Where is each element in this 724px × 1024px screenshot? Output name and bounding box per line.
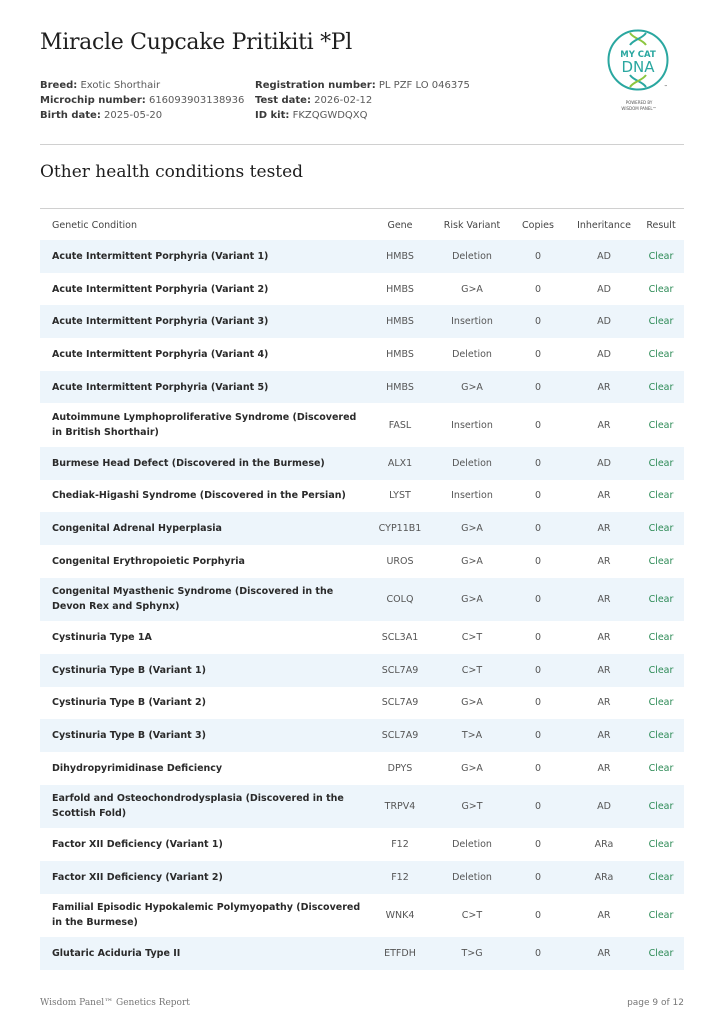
result-cell: Clear [648,523,674,535]
copies-cell: 0 [534,381,542,393]
condition-cell: Autoimmune Lymphoproliferative Syndrome (Discovered in British Shorthair) [52,412,357,439]
risk-variant-cell: Insertion [451,419,493,431]
footer-report-name: Wisdom Panel™ Genetics Report [40,998,190,1008]
risk-variant-cell: Insertion [451,490,493,502]
my-cat-dna-logo [604,28,674,112]
table-row [40,937,684,970]
gene-cell: ALX1 [387,457,413,469]
table-row [40,719,684,752]
risk-variant-cell: G>A [461,283,483,295]
table-row [40,578,684,622]
risk-variant-cell: Deletion [452,348,492,360]
health-conditions-table [40,210,684,970]
header-inheritance: Inheritance [577,219,631,231]
table-row [40,752,684,785]
id-kit-value: FKZQGWDQXQ [292,110,368,121]
inheritance-cell: AR [597,593,611,605]
inheritance-cell: AR [597,909,611,921]
condition-cell: Acute Intermittent Porphyria (Variant 1) [52,250,269,262]
condition-cell: Burmese Head Defect (Discovered in the Burmese) [52,457,325,469]
registration-label: Registration number: [255,80,376,91]
copies-cell: 0 [534,838,542,850]
copies-cell: 0 [534,348,542,360]
condition-cell: Acute Intermittent Porphyria (Variant 4) [52,348,269,360]
inheritance-cell: AR [597,632,611,644]
gene-cell: WNK4 [385,909,415,921]
result-cell: Clear [648,664,674,676]
risk-variant-cell: Insertion [451,316,493,328]
result-cell: Clear [648,632,674,644]
condition-cell: Congenital Erythropoietic Porphyria [52,555,245,567]
risk-variant-cell: G>A [461,762,483,774]
header-copies: Copies [522,219,554,231]
pet-details-left [40,78,244,123]
result-cell: Clear [648,909,674,921]
table-row [40,785,684,829]
condition-cell: Factor XII Deficiency (Variant 2) [52,871,223,883]
risk-variant-cell: G>A [461,555,483,567]
inheritance-cell: AR [597,419,611,431]
copies-cell: 0 [534,593,542,605]
table-row [40,687,684,720]
result-cell: Clear [648,593,674,605]
inheritance-cell: AR [597,523,611,535]
condition-cell: Acute Intermittent Porphyria (Variant 5) [52,381,269,393]
risk-variant-cell: G>A [461,523,483,535]
condition-cell: Congenital Adrenal Hyperplasia [52,523,222,535]
registration-value: PL PZF LO 046375 [378,80,470,91]
condition-cell: Factor XII Deficiency (Variant 1) [52,838,223,850]
copies-cell: 0 [534,762,542,774]
microchip-label: Microchip number: [40,95,146,106]
inheritance-cell: AD [597,800,611,812]
dna-logo-icon [606,28,670,92]
table-row [40,480,684,513]
condition-cell: Acute Intermittent Porphyria (Variant 3) [52,316,269,328]
risk-variant-cell: Deletion [452,250,492,262]
condition-cell: Chediak-Higashi Syndrome (Discovered in the Persian) [52,490,346,502]
table-header-row [40,210,684,240]
copies-cell: 0 [534,947,542,959]
condition-cell: Familial Episodic Hypokalemic Polymyopathy (Discovered in the Burmese) [52,902,361,929]
risk-variant-cell: G>A [461,697,483,709]
inheritance-cell: ARa [594,838,614,850]
table-row [40,403,684,447]
copies-cell: 0 [534,419,542,431]
risk-variant-cell: Deletion [452,457,492,469]
gene-cell: HMBS [386,381,414,393]
table-row [40,621,684,654]
inheritance-cell: AR [597,762,611,774]
table-row [40,371,684,404]
risk-variant-cell: G>T [461,800,483,812]
section-title: Other health conditions tested [40,162,304,182]
microchip-value: 616093903138936 [148,95,245,106]
copies-cell: 0 [534,664,542,676]
table-row [40,305,684,338]
inheritance-cell: AD [597,250,611,262]
gene-cell: HMBS [386,283,414,295]
inheritance-cell: AR [597,730,611,742]
result-cell: Clear [648,555,674,567]
condition-cell: Congenital Myasthenic Syndrome (Discovered in the Devon Rex and Sphynx) [52,586,334,613]
logo-line1: MY CAT [620,50,656,60]
risk-variant-cell: G>A [461,593,483,605]
table-row [40,654,684,687]
birth-date-value: 2025-05-20 [104,110,163,121]
result-cell: Clear [648,730,674,742]
table-row [40,338,684,371]
gene-cell: ETFDH [384,947,416,959]
table-top-divider [40,208,684,209]
gene-cell: UROS [386,555,414,567]
breed-value: Exotic Shorthair [80,80,161,91]
result-cell: Clear [648,419,674,431]
result-cell: Clear [648,697,674,709]
table-row [40,545,684,578]
table-row [40,240,684,273]
table-row [40,894,684,938]
copies-cell: 0 [534,632,542,644]
copies-cell: 0 [534,871,542,883]
risk-variant-cell: T>G [461,947,483,959]
gene-cell: TRPV4 [384,800,416,812]
copies-cell: 0 [534,555,542,567]
copies-cell: 0 [534,909,542,921]
result-cell: Clear [648,800,674,812]
risk-variant-cell: C>T [461,909,483,921]
gene-cell: HMBS [386,316,414,328]
copies-cell: 0 [534,523,542,535]
copies-cell: 0 [534,730,542,742]
gene-cell: SCL7A9 [381,664,419,676]
gene-cell: HMBS [386,348,414,360]
risk-variant-cell: C>T [461,632,483,644]
copies-cell: 0 [534,283,542,295]
inheritance-cell: ARa [594,871,614,883]
header-divider [40,144,684,145]
pet-name: Miracle Cupcake Pritikiti *Pl [40,30,353,55]
condition-cell: Glutaric Aciduria Type II [52,947,181,959]
birth-date-label: Birth date: [40,110,101,121]
condition-cell: Dihydropyrimidinase Deficiency [52,762,223,774]
inheritance-cell: AD [597,316,611,328]
inheritance-cell: AR [597,947,611,959]
wisdom-panel-brand: WISDOM PANEL™ [621,106,657,111]
pet-details-right [255,78,470,123]
gene-cell: SCL3A1 [381,632,419,644]
logo-line2: DNA [621,58,655,76]
gene-cell: F12 [391,871,409,883]
copies-cell: 0 [534,800,542,812]
copies-cell: 0 [534,457,542,469]
copies-cell: 0 [534,316,542,328]
header-genetic-condition: Genetic Condition [52,219,138,231]
gene-cell: LYST [389,490,411,502]
table-row [40,828,684,861]
table-row [40,273,684,306]
table-row [40,447,684,480]
header-risk-variant: Risk Variant [443,219,501,231]
gene-cell: F12 [391,838,409,850]
risk-variant-cell: G>A [461,381,483,393]
inheritance-cell: AR [597,697,611,709]
inheritance-cell: AD [597,457,611,469]
condition-cell: Cystinuria Type B (Variant 2) [52,697,206,709]
result-cell: Clear [648,490,674,502]
gene-cell: SCL7A9 [381,697,419,709]
copies-cell: 0 [534,697,542,709]
powered-by [604,100,674,112]
inheritance-cell: AR [597,555,611,567]
powered-by-text: POWERED BY [625,100,653,105]
gene-cell: COLQ [386,593,414,605]
id-kit-label: ID kit: [255,110,290,121]
risk-variant-cell: Deletion [452,871,492,883]
inheritance-cell: AD [597,348,611,360]
inheritance-cell: AR [597,381,611,393]
condition-cell: Cystinuria Type 1A [52,632,152,644]
inheritance-cell: AR [597,664,611,676]
result-cell: Clear [648,283,674,295]
table-row [40,861,684,894]
condition-cell: Acute Intermittent Porphyria (Variant 2) [52,283,269,295]
inheritance-cell: AD [597,283,611,295]
result-cell: Clear [648,381,674,393]
result-cell: Clear [648,838,674,850]
test-date-label: Test date: [255,95,311,106]
risk-variant-cell: C>T [461,664,483,676]
result-cell: Clear [648,947,674,959]
result-cell: Clear [648,871,674,883]
inheritance-cell: AR [597,490,611,502]
risk-variant-cell: Deletion [452,838,492,850]
condition-cell: Cystinuria Type B (Variant 1) [52,664,206,676]
result-cell: Clear [648,762,674,774]
gene-cell: CYP11B1 [378,523,422,535]
gene-cell: DPYS [387,762,413,774]
gene-cell: FASL [388,419,412,431]
footer-page-number: page 9 of 12 [627,998,684,1008]
header-gene: Gene [387,219,413,231]
result-cell: Clear [648,250,674,262]
header-result: Result [646,219,676,231]
risk-variant-cell: T>A [461,730,483,742]
breed-label: Breed: [40,80,78,91]
test-date-value: 2026-02-12 [314,95,373,106]
logo-tm: ™ [664,84,668,89]
condition-cell: Cystinuria Type B (Variant 3) [52,730,206,742]
gene-cell: SCL7A9 [381,730,419,742]
result-cell: Clear [648,348,674,360]
table-row [40,512,684,545]
condition-cell: Earfold and Osteochondrodysplasia (Discovered in the Scottish Fold) [52,793,344,820]
copies-cell: 0 [534,490,542,502]
gene-cell: HMBS [386,250,414,262]
result-cell: Clear [648,457,674,469]
result-cell: Clear [648,316,674,328]
copies-cell: 0 [534,250,542,262]
